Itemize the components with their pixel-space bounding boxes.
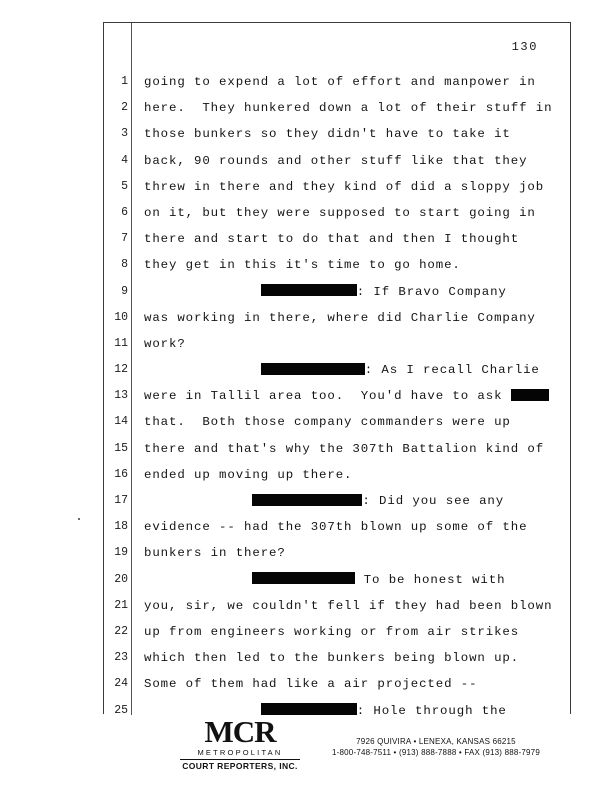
transcript-line (104, 148, 572, 174)
redaction-bar (261, 363, 365, 375)
scan-speck (78, 518, 80, 520)
transcript-line (104, 619, 572, 645)
line-text: those bunkers so they didn't have to take it (144, 127, 511, 142)
line-text: back, 90 rounds and other stuff like that they (144, 153, 528, 168)
line-text: up from engineers working or from air strikes (144, 624, 520, 639)
line-text: on it, but they were supposed to start going in (144, 205, 536, 220)
line-number: 4 (121, 153, 128, 167)
transcript-line (104, 540, 572, 566)
line-number: 8 (121, 258, 128, 272)
transcript-line (104, 357, 572, 383)
line-text: that. Both those company commanders were up (144, 415, 511, 430)
line-number: 9 (121, 284, 128, 298)
line-number: 16 (114, 467, 128, 481)
transcript-line (104, 121, 572, 147)
line-number: 13 (114, 389, 128, 403)
line-text: you, sir, we couldn't fell if they had been blown (144, 598, 553, 613)
line-number: 17 (114, 494, 128, 507)
transcript-body (104, 69, 572, 724)
page-number: 130 (511, 40, 538, 54)
transcript-line (104, 462, 572, 488)
transcript-line (104, 279, 572, 305)
line-text: ended up moving up there. (144, 467, 353, 482)
line-number: 10 (114, 310, 128, 324)
line-text: threw in there and they kind of did a sloppy job (144, 179, 545, 194)
page-footer (103, 714, 571, 780)
transcript-line (104, 409, 572, 435)
footer-address-line2: 1-800-748-7511 • (913) 888-7888 • FAX (913) 888-7979 (332, 748, 540, 757)
redaction-bar (252, 494, 362, 506)
line-text: : If Bravo Company (144, 279, 507, 305)
line-text: : Hole through the (144, 698, 507, 724)
redaction-bar (511, 389, 549, 401)
line-text: bunkers in there? (144, 546, 286, 561)
transcript-line (104, 593, 572, 619)
line-number: 2 (121, 101, 128, 115)
transcript-line (104, 645, 572, 671)
line-text: there and that's why the 307th Battalion kind of (144, 441, 545, 456)
transcript-sheet (103, 22, 571, 718)
footer-address-line1: 7926 QUIVIRA • LENEXA, KANSAS 66215 (356, 737, 516, 746)
transcript-line (104, 226, 572, 252)
line-text: Some of them had like a air projected -- (144, 677, 478, 692)
line-number: 11 (114, 336, 128, 350)
transcript-line (104, 95, 572, 121)
transcript-line (104, 671, 572, 697)
line-text: they get in this it's time to go home. (144, 258, 461, 273)
line-text: which then led to the bunkers being blown up. (144, 651, 520, 666)
line-text: was working in there, where did Charlie Company (144, 310, 536, 325)
redaction-bar (261, 284, 357, 296)
transcript-line (104, 514, 572, 540)
line-number: 23 (114, 651, 128, 665)
transcript-line (104, 488, 572, 514)
line-number: 12 (114, 363, 128, 377)
redaction-bar (252, 572, 355, 584)
logo-court-reporters-text: COURT REPORTERS, INC. (180, 759, 300, 771)
line-number: 19 (114, 546, 128, 560)
line-text: : Did you see any (144, 488, 504, 514)
line-text: there and start to do that and then I thought (144, 232, 520, 247)
footer-address (311, 736, 561, 758)
transcript-line (104, 567, 572, 593)
line-text: were in Tallil area too. You'd have to ask (144, 383, 549, 409)
line-text: here. They hunkered down a lot of their stuff in (144, 101, 553, 116)
line-text: evidence -- had the 307th blown up some of the (144, 520, 528, 535)
logo-wordmark: MCR (204, 714, 276, 749)
line-number: 15 (114, 441, 128, 455)
line-number: 14 (114, 415, 128, 429)
transcript-line (104, 383, 572, 409)
line-text: work? (144, 336, 186, 351)
line-text: : As I recall Charlie (144, 357, 540, 383)
transcript-line (104, 69, 572, 95)
logo-metropolitan-text: METROPOLITAN (197, 748, 283, 757)
transcript-line (104, 252, 572, 278)
line-number: 1 (121, 75, 128, 88)
line-number: 22 (114, 624, 128, 638)
line-number: 5 (121, 179, 128, 193)
line-number: 6 (121, 205, 128, 219)
transcript-line (104, 331, 572, 357)
line-number: 25 (114, 703, 128, 717)
transcript-line (104, 200, 572, 226)
transcript-line (104, 436, 572, 462)
transcript-line (104, 305, 572, 331)
line-number: 20 (114, 572, 128, 586)
line-text: To be honest with (144, 567, 505, 593)
mcr-logo (180, 716, 300, 771)
line-number: 7 (121, 232, 128, 246)
transcript-line (104, 174, 572, 200)
line-number: 3 (121, 127, 128, 141)
line-number: 24 (114, 677, 128, 691)
line-number: 18 (114, 520, 128, 534)
line-text: going to expend a lot of effort and manpower in (144, 75, 536, 89)
line-number: 21 (114, 598, 128, 612)
